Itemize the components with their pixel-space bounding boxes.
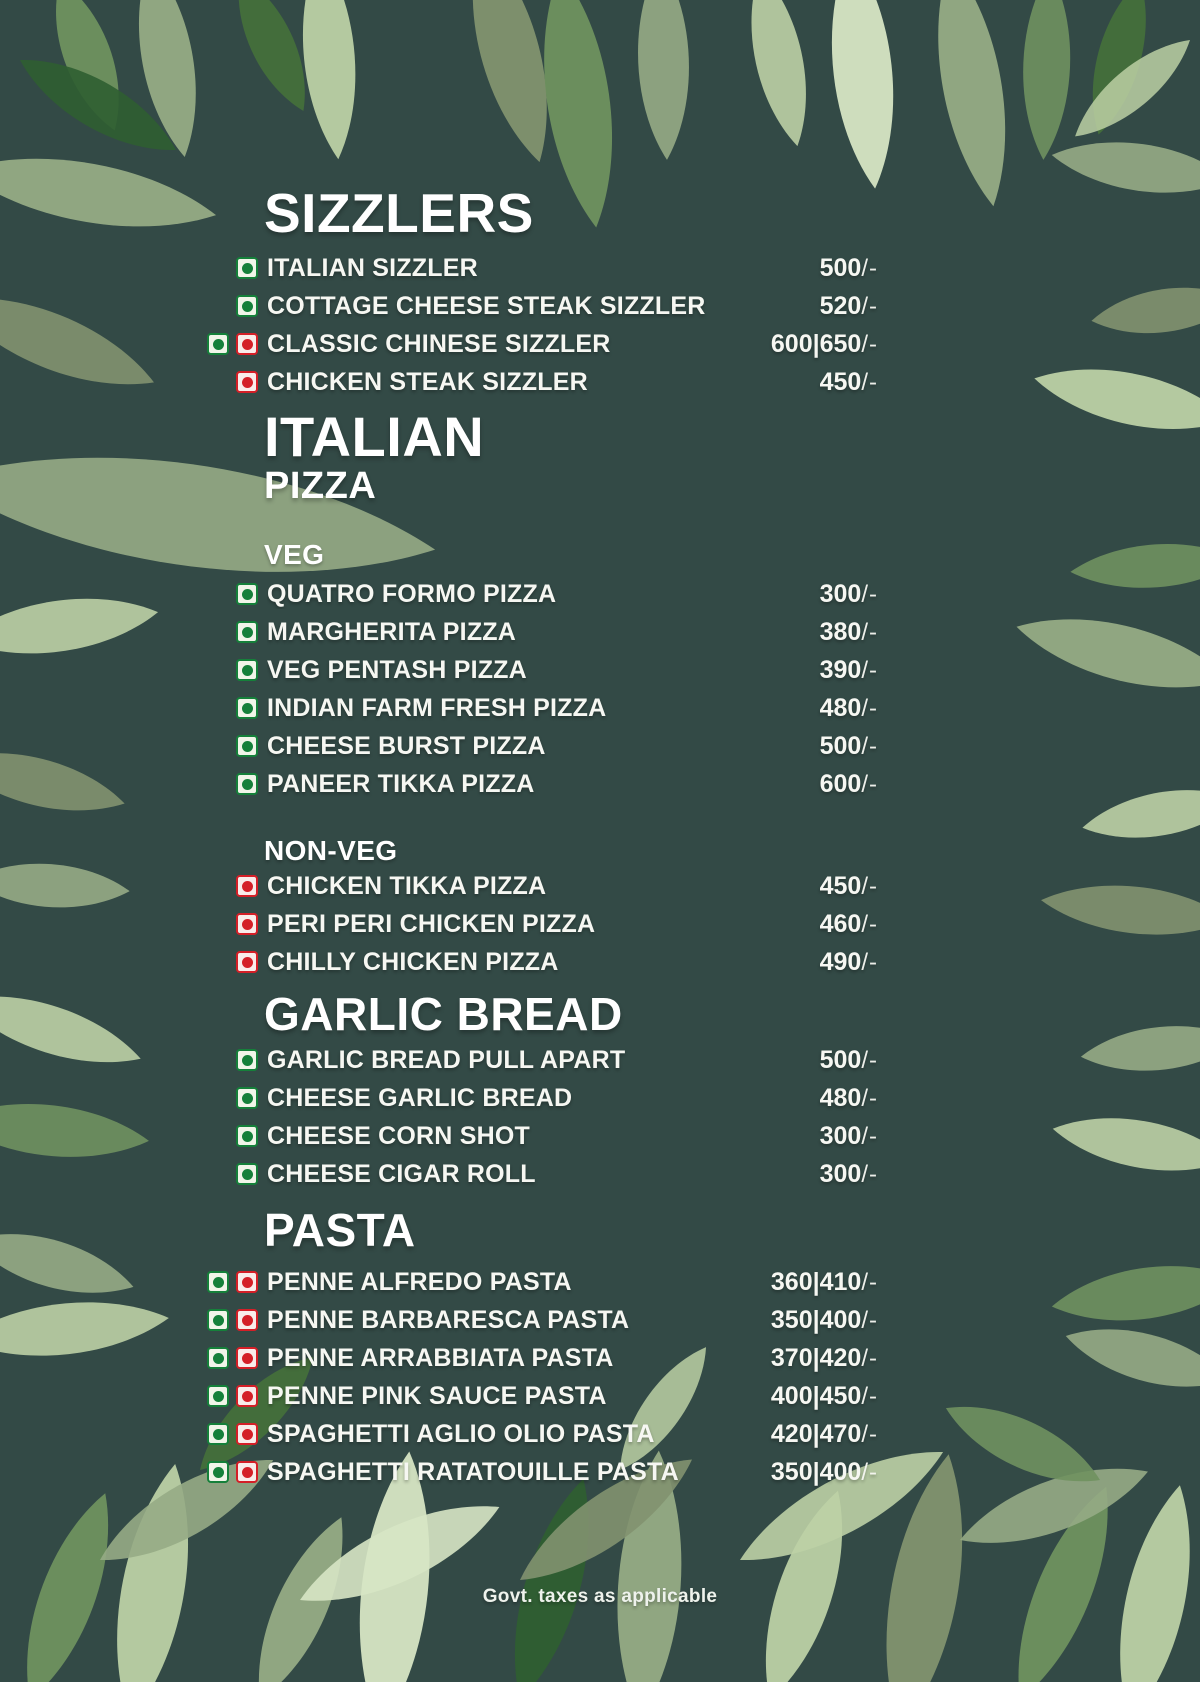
menu-item-row [200, 1079, 878, 1117]
non-veg-icon [236, 1271, 258, 1293]
item-name: PENNE BARBARESCA PASTA [267, 1305, 630, 1334]
item-price-value: 520 [819, 291, 862, 320]
veg-dot [242, 1131, 253, 1142]
item-price [820, 656, 878, 685]
item-name: QUATRO FORMO PIZZA [267, 579, 557, 608]
menu-item-row [200, 905, 878, 943]
menu-section [200, 988, 878, 1193]
veg-dot [242, 627, 253, 638]
item-price-value: 480 [819, 693, 862, 722]
veg-dot [242, 741, 253, 752]
item-name: CHEESE CIGAR ROLL [267, 1159, 536, 1188]
menu-section [200, 405, 878, 981]
veg-icon [236, 1049, 258, 1071]
veg-icon [236, 1125, 258, 1147]
veg-dot [213, 1315, 224, 1326]
menu-item-row [200, 1155, 878, 1193]
non-veg-dot [242, 957, 253, 968]
section-title: PASTA [264, 1204, 416, 1256]
veg-icon [236, 621, 258, 643]
veg-dot [213, 1429, 224, 1440]
veg-dot [213, 1277, 224, 1288]
non-veg-icon [236, 1347, 258, 1369]
item-price [820, 368, 878, 397]
diet-marks [200, 333, 258, 355]
item-price [820, 948, 878, 977]
item-price-suffix: /- [861, 770, 878, 798]
item-name: PENNE ALFREDO PASTA [267, 1267, 572, 1296]
item-name: CHEESE CORN SHOT [267, 1121, 530, 1150]
non-veg-dot [242, 1391, 253, 1402]
non-veg-icon [236, 1385, 258, 1407]
item-name: MARGHERITA PIZZA [267, 617, 517, 646]
menu-item-row [200, 867, 878, 905]
non-veg-dot [242, 881, 253, 892]
item-price-value: 420|470 [770, 1419, 862, 1448]
veg-dot [242, 703, 253, 714]
non-veg-icon [236, 1461, 258, 1483]
non-veg-icon [236, 951, 258, 973]
diet-marks [200, 1347, 258, 1369]
item-price [820, 732, 878, 761]
item-price-suffix: /- [861, 910, 878, 938]
menu-section [200, 182, 878, 401]
non-veg-dot [242, 1467, 253, 1478]
diet-marks [200, 735, 258, 757]
veg-icon [207, 1347, 229, 1369]
item-price-suffix: /- [861, 618, 878, 646]
item-price-suffix: /- [861, 694, 878, 722]
diet-marks [200, 1125, 258, 1147]
veg-icon [236, 257, 258, 279]
item-price [820, 694, 878, 723]
item-price [820, 1160, 878, 1189]
veg-icon [236, 659, 258, 681]
diet-marks [200, 1385, 258, 1407]
veg-dot [242, 1169, 253, 1180]
veg-icon [236, 1163, 258, 1185]
item-price-suffix: /- [861, 368, 878, 396]
item-name: PANEER TIKKA PIZZA [267, 769, 535, 798]
item-price [771, 1420, 878, 1449]
menu-item-row [200, 727, 878, 765]
item-price [771, 1458, 878, 1487]
non-veg-icon [236, 913, 258, 935]
menu-item-row [200, 1377, 878, 1415]
menu-section [200, 1204, 878, 1491]
menu-item-row [200, 1041, 878, 1079]
item-price [820, 580, 878, 609]
item-price [820, 770, 878, 799]
diet-marks [200, 257, 258, 279]
diet-marks [200, 1163, 258, 1185]
item-price-suffix: /- [861, 1344, 878, 1372]
non-veg-dot [242, 1353, 253, 1364]
item-price-value: 350|400 [770, 1457, 862, 1486]
section-subtitle: PIZZA [264, 465, 377, 507]
item-name: PERI PERI CHICKEN PIZZA [267, 909, 596, 938]
non-veg-dot [242, 377, 253, 388]
item-price-value: 300 [819, 1159, 862, 1188]
item-price-value: 600|650 [770, 329, 862, 358]
menu-item-row [200, 575, 878, 613]
menu-item-row [200, 943, 878, 981]
item-price-suffix: /- [861, 1160, 878, 1188]
diet-marks [200, 875, 258, 897]
item-name: SPAGHETTI RATATOUILLE PASTA [267, 1457, 679, 1486]
non-veg-icon [236, 1423, 258, 1445]
veg-dot [242, 263, 253, 274]
veg-icon [207, 1461, 229, 1483]
veg-icon [207, 1309, 229, 1331]
item-price-suffix: /- [861, 1268, 878, 1296]
item-name: CHICKEN TIKKA PIZZA [267, 871, 547, 900]
diet-marks [200, 773, 258, 795]
item-price-suffix: /- [861, 1122, 878, 1150]
menu-group [200, 541, 878, 803]
veg-icon [236, 1087, 258, 1109]
non-veg-icon [236, 875, 258, 897]
item-price-suffix: /- [861, 656, 878, 684]
item-price [771, 1306, 878, 1335]
item-price-suffix: /- [861, 580, 878, 608]
menu-item-row [200, 1415, 878, 1453]
item-price-suffix: /- [861, 254, 878, 282]
item-name: CHICKEN STEAK SIZZLER [267, 367, 588, 396]
item-price-value: 350|400 [770, 1305, 862, 1334]
veg-dot [242, 1093, 253, 1104]
veg-icon [207, 1385, 229, 1407]
diet-marks [200, 659, 258, 681]
veg-dot [213, 1467, 224, 1478]
group-heading: VEG [264, 539, 325, 570]
diet-marks [200, 1461, 258, 1483]
item-name: PENNE PINK SAUCE PASTA [267, 1381, 607, 1410]
menu-item-row [200, 1117, 878, 1155]
diet-marks [200, 1271, 258, 1293]
menu-item-row [200, 1301, 878, 1339]
menu-item-row [200, 1263, 878, 1301]
veg-icon [236, 583, 258, 605]
veg-icon [236, 295, 258, 317]
item-name: PENNE ARRABBIATA PASTA [267, 1343, 614, 1372]
item-price-suffix: /- [861, 1306, 878, 1334]
non-veg-dot [242, 1429, 253, 1440]
item-price-value: 500 [819, 731, 862, 760]
item-price [771, 1344, 878, 1373]
menu-group [200, 249, 878, 401]
non-veg-dot [242, 919, 253, 930]
item-price [771, 330, 878, 359]
menu-group [200, 1041, 878, 1193]
non-veg-dot [242, 1315, 253, 1326]
veg-icon [207, 1271, 229, 1293]
veg-dot [213, 1391, 224, 1402]
item-price-suffix: /- [861, 1420, 878, 1448]
item-price-value: 450 [819, 367, 862, 396]
item-name: VEG PENTASH PIZZA [267, 655, 527, 684]
item-name: CHILLY CHICKEN PIZZA [267, 947, 559, 976]
item-price-suffix: /- [861, 948, 878, 976]
diet-marks [200, 583, 258, 605]
veg-dot [242, 665, 253, 676]
menu-group [200, 837, 878, 981]
non-veg-icon [236, 333, 258, 355]
diet-marks [200, 913, 258, 935]
diet-marks [200, 1049, 258, 1071]
menu-item-row [200, 287, 878, 325]
menu-item-row [200, 765, 878, 803]
item-price [820, 910, 878, 939]
non-veg-dot [242, 1277, 253, 1288]
item-price-value: 380 [819, 617, 862, 646]
diet-marks [200, 295, 258, 317]
footer-note: Govt. taxes as applicable [482, 1586, 718, 1607]
item-price-suffix: /- [861, 1084, 878, 1112]
veg-icon [236, 773, 258, 795]
menu-item-row [200, 1453, 878, 1491]
item-price-value: 400|450 [770, 1381, 862, 1410]
veg-dot [213, 1353, 224, 1364]
item-price-value: 300 [819, 579, 862, 608]
menu-item-row [200, 249, 878, 287]
veg-icon [207, 1423, 229, 1445]
item-price-suffix: /- [861, 1458, 878, 1486]
item-price [820, 254, 878, 283]
item-price-value: 600 [819, 769, 862, 798]
menu-item-row [200, 1339, 878, 1377]
menu-item-row [200, 363, 878, 401]
item-price-value: 360|410 [770, 1267, 862, 1296]
veg-dot [242, 1055, 253, 1066]
item-name: CLASSIC CHINESE SIZZLER [267, 329, 611, 358]
item-name: COTTAGE CHEESE STEAK SIZZLER [267, 291, 706, 320]
diet-marks [200, 1309, 258, 1331]
veg-icon [207, 333, 229, 355]
item-price [771, 1382, 878, 1411]
item-price-value: 390 [819, 655, 862, 684]
menu-content [200, 182, 878, 1491]
item-price-value: 450 [819, 871, 862, 900]
item-price-value: 500 [819, 253, 862, 282]
item-price-value: 460 [819, 909, 862, 938]
item-price [820, 872, 878, 901]
menu-item-row [200, 613, 878, 651]
item-price-suffix: /- [861, 1046, 878, 1074]
diet-marks [200, 697, 258, 719]
diet-marks [200, 951, 258, 973]
item-name: INDIAN FARM FRESH PIZZA [267, 693, 607, 722]
item-name: CHEESE GARLIC BREAD [267, 1083, 573, 1112]
non-veg-icon [236, 1309, 258, 1331]
item-price [771, 1268, 878, 1297]
item-price-suffix: /- [861, 732, 878, 760]
veg-dot [213, 339, 224, 350]
item-price [820, 618, 878, 647]
item-price-value: 370|420 [770, 1343, 862, 1372]
item-name: ITALIAN SIZZLER [267, 253, 478, 282]
item-price-suffix: /- [861, 872, 878, 900]
section-title: SIZZLERS [264, 182, 534, 244]
veg-icon [236, 735, 258, 757]
item-price-value: 500 [819, 1045, 862, 1074]
item-price [820, 292, 878, 321]
non-veg-dot [242, 339, 253, 350]
menu-item-row [200, 651, 878, 689]
diet-marks [200, 621, 258, 643]
item-price [820, 1046, 878, 1075]
menu-item-row [200, 689, 878, 727]
item-name: GARLIC BREAD PULL APART [267, 1045, 626, 1074]
menu-item-row [200, 325, 878, 363]
item-name: CHEESE BURST PIZZA [267, 731, 546, 760]
menu-group [200, 1263, 878, 1491]
item-price-suffix: /- [861, 330, 878, 358]
item-price [820, 1084, 878, 1113]
veg-dot [242, 301, 253, 312]
item-name: SPAGHETTI AGLIO OLIO PASTA [267, 1419, 655, 1448]
veg-icon [236, 697, 258, 719]
item-price-value: 300 [819, 1121, 862, 1150]
group-heading: NON-VEG [264, 835, 398, 866]
diet-marks [200, 1423, 258, 1445]
item-price [820, 1122, 878, 1151]
diet-marks [200, 1087, 258, 1109]
section-title: GARLIC BREAD [264, 988, 623, 1040]
diet-marks [200, 371, 258, 393]
item-price-value: 490 [819, 947, 862, 976]
non-veg-icon [236, 371, 258, 393]
section-title: ITALIAN [264, 405, 485, 468]
item-price-suffix: /- [861, 292, 878, 320]
item-price-value: 480 [819, 1083, 862, 1112]
veg-dot [242, 779, 253, 790]
veg-dot [242, 589, 253, 600]
item-price-suffix: /- [861, 1382, 878, 1410]
